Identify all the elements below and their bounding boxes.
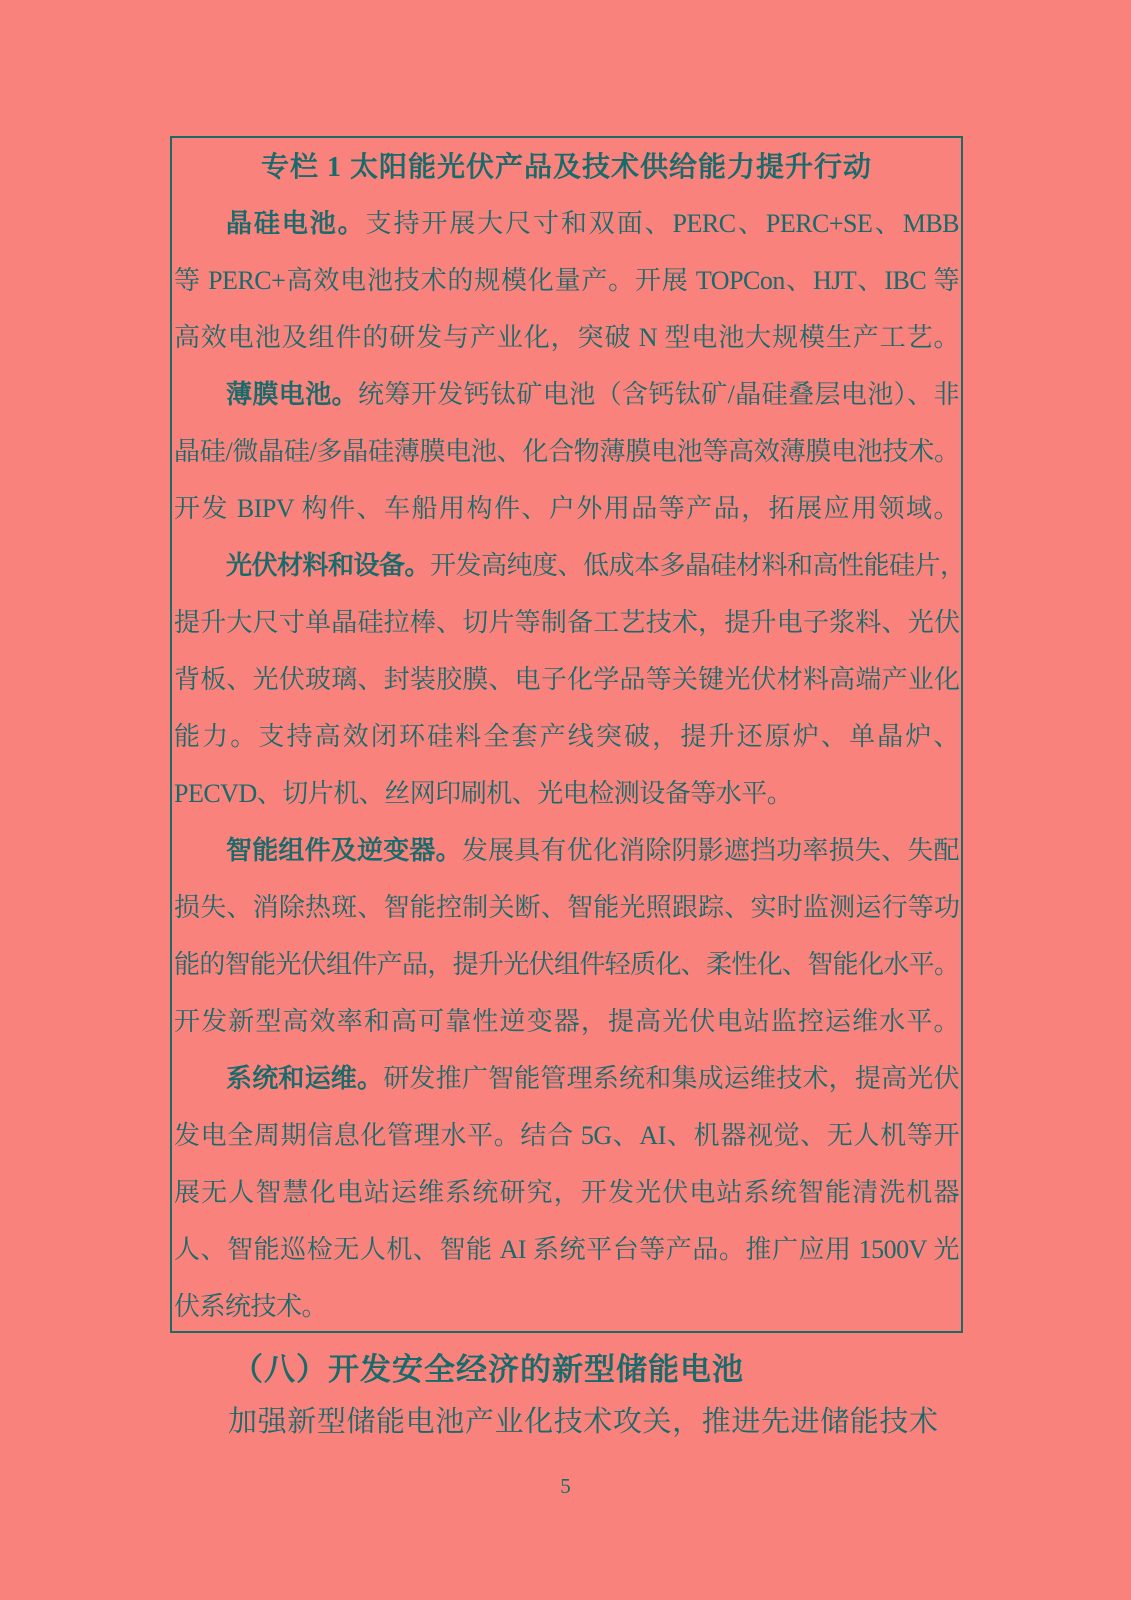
box-line	[174, 537, 966, 594]
box-line: 晶硅/微晶硅/多晶硅薄膜电池、化合物薄膜电池等高效薄膜电池技术。	[174, 437, 959, 466]
paragraph-text: 开发高纯度、低成本多晶硅材料和高性能硅片，	[430, 551, 966, 580]
paragraph-lead: 智能组件及逆变器。	[226, 835, 462, 865]
paragraph-systems-om	[174, 1050, 959, 1335]
paragraph-pv-materials-equipment	[174, 537, 966, 822]
box-line: 能的智能光伏组件产品，提升光伏组件轻质化、柔性化、智能化水平。	[174, 950, 959, 979]
section-heading: （八）开发安全经济的新型储能电池	[232, 1352, 744, 1387]
box-line: 人、智能巡检无人机、智能 AI 系统平台等产品。推广应用 1500V 光	[174, 1235, 959, 1264]
paragraph-smart-modules-inverters	[174, 822, 959, 1050]
box-line: 损失、消除热斑、智能控制关断、智能光照跟踪、实时监测运行等功	[174, 893, 959, 922]
box-line: 开发新型高效率和高可靠性逆变器，提高光伏电站监控运维水平。	[174, 1007, 959, 1036]
box-line	[174, 195, 959, 252]
box-line: 背板、光伏玻璃、封装胶膜、电子化学品等关键光伏材料高端产业化	[174, 665, 959, 694]
paragraph-lead: 薄膜电池。	[226, 379, 359, 409]
paragraph-lead: 光伏材料和设备。	[226, 550, 431, 580]
paragraph-text: 支持开展大尺寸和双面、PERC、PERC+SE、MBB	[365, 209, 959, 238]
paragraph-lead: 晶硅电池。	[226, 208, 366, 238]
box-line	[174, 366, 959, 423]
box-line: 伏系统技术。	[174, 1292, 328, 1321]
box-line: 等 PERC+高效电池技术的规模化量产。开展 TOPCon、HJT、IBC 等	[174, 266, 959, 295]
paragraph-crystalline-silicon	[174, 195, 959, 366]
box-line	[174, 1050, 959, 1107]
paragraph-text: 统筹开发钙钛矿电池（含钙钛矿/晶硅叠层电池）、非	[358, 380, 959, 409]
box-title: 专栏 1 太阳能光伏产品及技术供给能力提升行动	[260, 152, 872, 183]
box-line: 发电全周期信息化管理水平。结合 5G、AI、机器视觉、无人机等开	[174, 1121, 959, 1150]
section-paragraph: 加强新型储能电池产业化技术攻关，推进先进储能技术	[228, 1406, 938, 1438]
box-line	[174, 822, 959, 879]
page-number: 5	[560, 1474, 571, 1498]
paragraph-thin-film	[174, 366, 959, 537]
box-line: PECVD、切片机、丝网印刷机、光电检测设备等水平。	[174, 779, 793, 808]
box-line: 提升大尺寸单晶硅拉棒、切片等制备工艺技术，提升电子浆料、光伏	[174, 608, 959, 637]
box-line: 能力。支持高效闭环硅料全套产线突破，提升还原炉、单晶炉、	[174, 722, 959, 751]
paragraph-text: 研发推广智能管理系统和集成运维技术，提高光伏	[383, 1064, 959, 1093]
box-line: 展无人智慧化电站运维系统研究，开发光伏电站系统智能清洗机器	[174, 1178, 959, 1207]
column-box	[170, 136, 966, 1333]
box-line: 开发 BIPV 构件、车船用构件、户外用品等产品，拓展应用领域。	[174, 494, 959, 523]
paragraph-text: 发展具有优化消除阴影遮挡功率损失、失配	[461, 836, 959, 865]
box-line: 高效电池及组件的研发与产业化，突破 N 型电池大规模生产工艺。	[174, 323, 959, 352]
paragraph-lead: 系统和运维。	[226, 1063, 384, 1093]
